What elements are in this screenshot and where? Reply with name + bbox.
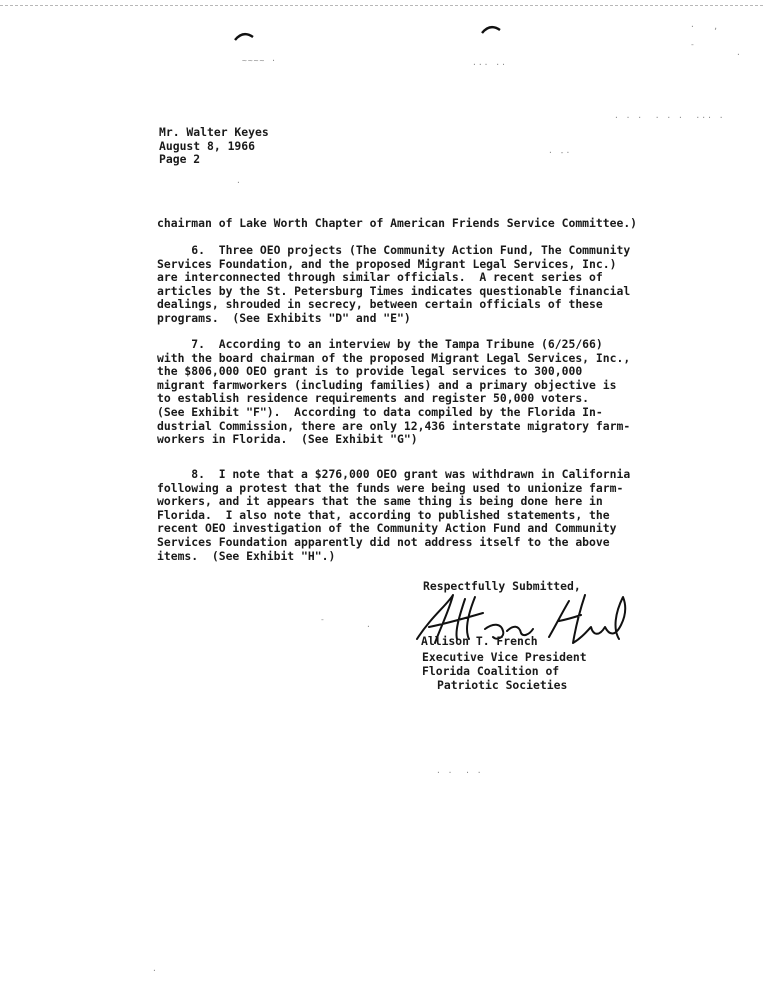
paragraph-line: dustrial Commission, there are only 12,436 interstate migratory farm- [157,418,631,433]
paragraph-line: recent OEO investigation of the Community Action Fund and Community [157,521,617,536]
paragraph-line: (See Exhibit "F"). According to data compiled by the Florida In- [157,404,603,419]
signer-title: Executive Vice President [422,650,587,664]
paragraph-line: workers, and it appears that the same thing is being done here in [157,494,603,509]
recipient-name: Mr. Walter Keyes [159,125,269,139]
paragraph-line: migrant farmworkers (including families) and a primary objective is [157,377,617,392]
scan-speck: · · · · [436,768,483,777]
scan-speck: · , [690,22,720,31]
paragraph-line: 6. Three OEO projects (The Community Action Fund, The Community [157,243,631,257]
paragraph-line: Services Foundation apparently did not address itself to the above [157,534,610,549]
page-number: Page 2 [159,152,201,167]
paragraph-line: workers in Florida. (See Exhibit "G") [157,432,418,447]
letter-date: August 8, 1966 [159,138,256,153]
paragraph-line: following a protest that the funds were being used to unionize farm- [157,480,624,495]
paragraph-line: Florida. I also note that, according to published statements, the [157,507,610,522]
scan-speck: - [320,615,326,624]
scan-speck: · [736,50,742,59]
paragraph-line: items. (See Exhibit "H".) [157,548,336,563]
organization-line-2: Patriotic Societies [437,678,568,692]
complimentary-close: Respectfully Submitted, [423,579,581,593]
punch-mark-left [233,31,255,41]
punch-mark-right [480,24,502,34]
scan-speck: · -· [548,148,572,157]
scan-speck: · [152,966,158,975]
paragraph-line: articles by the St. Petersburg Times indicates questionable financial [157,283,631,298]
paragraph-7 [157,338,657,447]
scan-speck: - [690,40,696,49]
top-edge-dashes [0,5,763,6]
signer-name: Allison T. French [421,634,538,648]
scan-speck: · [236,178,242,187]
paragraph-line: 8. I note that a $276,000 OEO grant was withdrawn in California [157,467,631,481]
paragraph-line: the $806,000 OEO grant is to provide legal services to 300,000 [157,364,583,379]
paragraph-line: to establish residence requirements and register 50,000 voters. [157,391,590,406]
scan-speck: ··· ·· [472,60,507,69]
paragraph-6 [157,244,657,326]
paragraph-line: with the board chairman of the proposed Migrant Legal Services, Inc., [157,350,631,365]
continuation-paragraph [157,217,657,231]
paragraph-line: chairman of Lake Worth Chapter of American Friends Service Committee.) [157,216,638,230]
scan-speck: · [366,622,372,631]
scan-speck: ~~~~ · [242,56,277,65]
organization-line-1: Florida Coalition of [422,664,560,678]
paragraph-line: Services Foundation, and the proposed Migrant Legal Services, Inc.) [157,256,617,271]
paragraph-line: programs. (See Exhibits "D" and "E") [157,310,411,325]
paragraph-line: dealings, shrouded in secrecy, between certain officials of these [157,297,603,312]
scan-speck: · · · · · · ··· · [614,113,725,122]
paragraph-line: 7. According to an interview by the Tampa Tribune (6/25/66) [157,337,603,351]
paragraph-line: are interconnected through similar officials. A recent series of [157,270,603,285]
paragraph-8 [157,468,657,563]
letter-header [159,126,269,167]
